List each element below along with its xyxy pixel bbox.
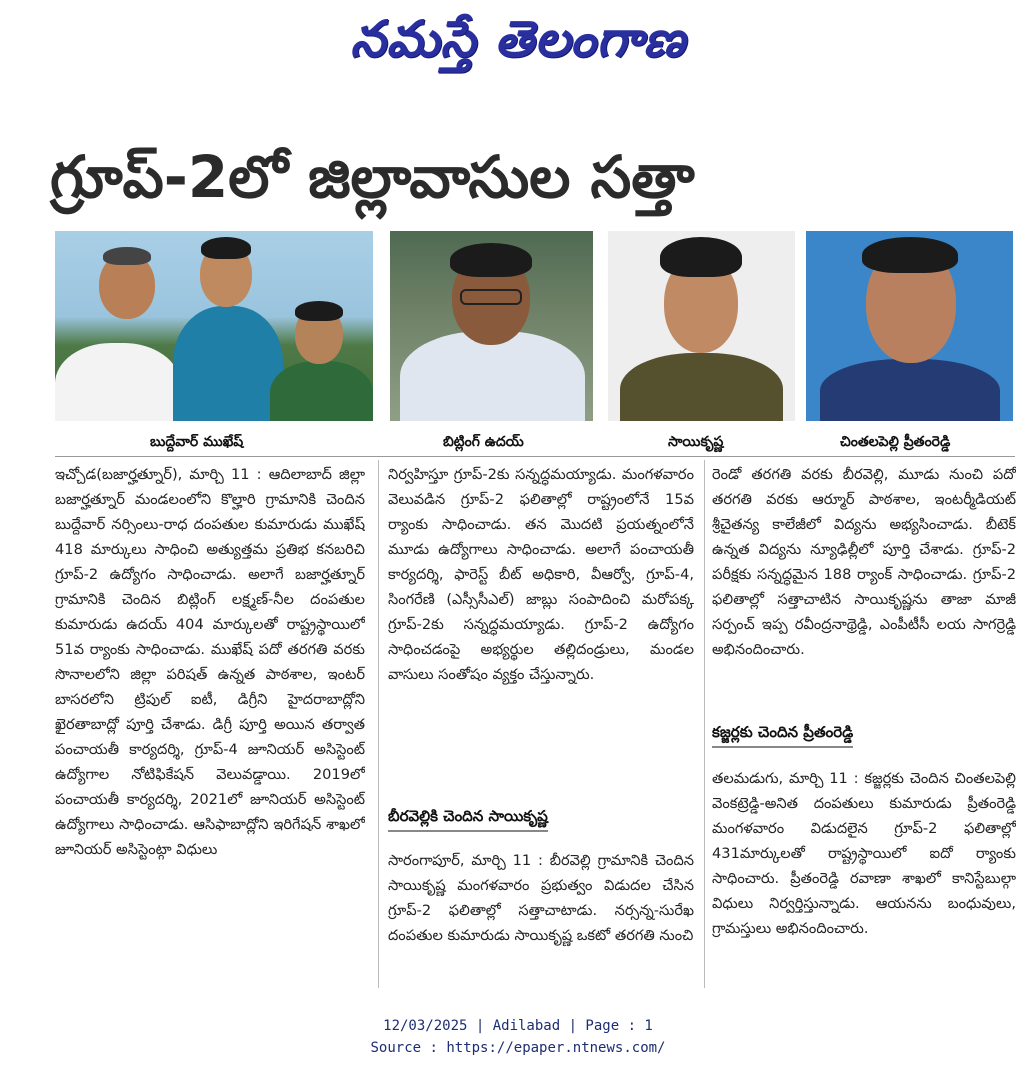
article-column-3 (712, 462, 1016, 702)
photo-saikrishna (608, 231, 795, 421)
newspaper-masthead: నమస్తే తెలంగాణ (350, 10, 686, 68)
photo-caption: సాయికృష్ణ (668, 434, 724, 450)
article-column-1 (55, 462, 365, 988)
photo-caption: చింతలపెల్లి ప్రీతంరెడ్డి (840, 434, 951, 450)
subheading: బీరవెల్లికి చెందిన సాయికృష్ణ (388, 804, 548, 832)
photo-uday (390, 231, 593, 421)
column-divider (378, 460, 379, 988)
photo-mukhesh-family (55, 231, 373, 421)
article-headline: గ్రూప్-2లో జిల్లావాసుల సత్తా (50, 143, 695, 211)
article-column-2 (388, 462, 694, 800)
article-text: సారంగాపూర్, మార్చి 11 : బీరవెల్లి గ్రామానికి చెందిన సాయికృష్ణ మంగళవారం ప్రభుత్వం విడుదల చేసిన గ్రూప్-2 ఫలితాల్లో సత్తాచాటాడు. నర్సన్న-సురేఖ దంపతుల కుమారుడు సాయికృష్ణ ఒకటో తరగతి నుంచి (388, 852, 694, 944)
footer-date-edition: 12/03/2025 | Adilabad | Page : 1 (383, 1018, 653, 1034)
column-divider (704, 460, 705, 988)
photo-caption: బిట్లింగ్ ఉదయ్ (443, 434, 524, 450)
caption-divider (55, 456, 1015, 457)
footer-source: Source : https://epaper.ntnews.com/ (370, 1040, 666, 1056)
article-text: రెండో తరగతి వరకు బీరవెల్లి, మూడు నుంచి పదో తరగతి వరకు ఆర్మూర్ పాఠశాల, ఇంటర్మీడియట్ శ్రీచైతన్య కాలేజీలో విద్యను అభ్యసించాడు. బీటెక్ ఉన్నత విద్యను న్యూఢిల్లీలో పూర్తి చేశాడు. గ్రూప్-2 పరీక్షకు సన్నద్ధమైన 188 ర్యాంక్ సాధించాడు. గ్రూప్-2 ఫలితాల్లో సత్తాచాటిన సాయికృష్ణను తాజా మాజీ సర్పంచ్ ఇప్ప రవీంద్రనాథ్రెడ్డి, ఎంపీటీసీ లయ సాగర్రెడ్డి అభినందించారు. (712, 466, 1016, 658)
photo-caption: బుద్దేవార్ ముఖేష్ (150, 434, 244, 450)
article-text: నిర్వహిస్తూ గ్రూప్-2కు సన్నద్ధమయ్యాడు. మంగళవారం వెలువడిన గ్రూప్-2 ఫలితాల్లో రాష్ట్రంలోనే 15వ ర్యాంకు సాధించాడు. తన మొదటి ప్రయత్నంలోనే మూడు ఉద్యోగాలు సాధించాడు. అలాగే పంచాయతీ కార్యదర్శి, ఫారెస్ట్ బీట్ అధికారి, వీఆర్వో, గ్రూప్-4, సింగరేణి (ఎస్సీసీఎల్) జాబ్లు సంపాదించి మరోపక్క గ్రూప్-2కు సన్నద్ధమయ్యాడు. గ్రూప్-2 ఉద్యోగం సాధించడంపై అభ్యర్థుల తల్లిదండ్రులు, మండల వాసులు సంతోషం వ్యక్తం చేస్తున్నారు. (388, 466, 694, 683)
subheading: కజ్జర్లకు చెందిన ప్రీతంరెడ్డి (712, 720, 853, 748)
article-column-2-part-2 (388, 848, 694, 986)
article-text: ఇచ్చోడ(బజార్హత్నూర్), మార్చి 11 : ఆదిలాబాద్ జిల్లా బజార్హత్నూర్ మండలంలోని కొల్హారి గ్రామానికి చెందిన బుద్దేవార్ నర్సింలు-రాధ దంపతుల కుమారుడు ముఖేష్ 418 మార్కులు సాధించి అత్యుత్తమ ప్రతిభ కనబరిచి గ్రూప్-2 ఉద్యోగం సాధించాడు. అలాగే బజార్హత్నూర్ గ్రామానికి చెందిన బిట్లింగ్ లక్ష్మణ్-నీల దంపతుల కుమారుడు ఉదయ్ 404 మార్కులతో రాష్ట్రస్థాయిలో 51వ ర్యాంకు సాధించాడు. ముఖేష్ పదో తరగతి వరకు సొనాలలోని జిల్లా పరిషత్ ఉన్నత పాఠశాల, ఇంటర్ బాసరలోని ట్రిపుల్ ఐటీ, డిగ్రీని హైదరాబాద్లోని ఖైరతాబాద్లో పూర్తి చేశాడు. డిగ్రీ పూర్తి అయిన తర్వాత పంచాయతీ కార్యదర్శి, గ్రూప్-4 జూనియర్ అసిస్టెంట్ ఉద్యోగాల నోటిఫికేషన్ వెలువడ్డాయి. 2019లో పంచాయతీ కార్యదర్శి, 2021లో జూనియర్ అసిస్టెంట్ ఉద్యోగాలు సాధించాడు. ఆసిఫాబాద్లోని ఇరిగేషన్ శాఖలో జూనియర్ అసిస్టెంట్గా విధులు (55, 466, 365, 858)
photo-preethamreddy (806, 231, 1013, 421)
article-column-3-part-2 (712, 766, 1016, 988)
article-text: తలమడుగు, మార్చి 11 : కజ్జర్లకు చెందిన చింతలపెల్లి వెంకట్రెడ్డి-అనిత దంపతులు కుమారుడు ప్రీతంరెడ్డి మంగళవారం విడుదలైన గ్రూప్-2 ఫలితాల్లో 431మార్కులతో రాష్ట్రస్థాయిలో ఐదో ర్యాంకు సాధించారు. ప్రీతంరెడ్డి రవాణా శాఖలో కానిస్టేబుల్గా విధులు నిర్వర్తిస్తున్నాడు. ఆయనను బంధువులు, గ్రామస్తులు అభినందించారు. (712, 770, 1016, 937)
